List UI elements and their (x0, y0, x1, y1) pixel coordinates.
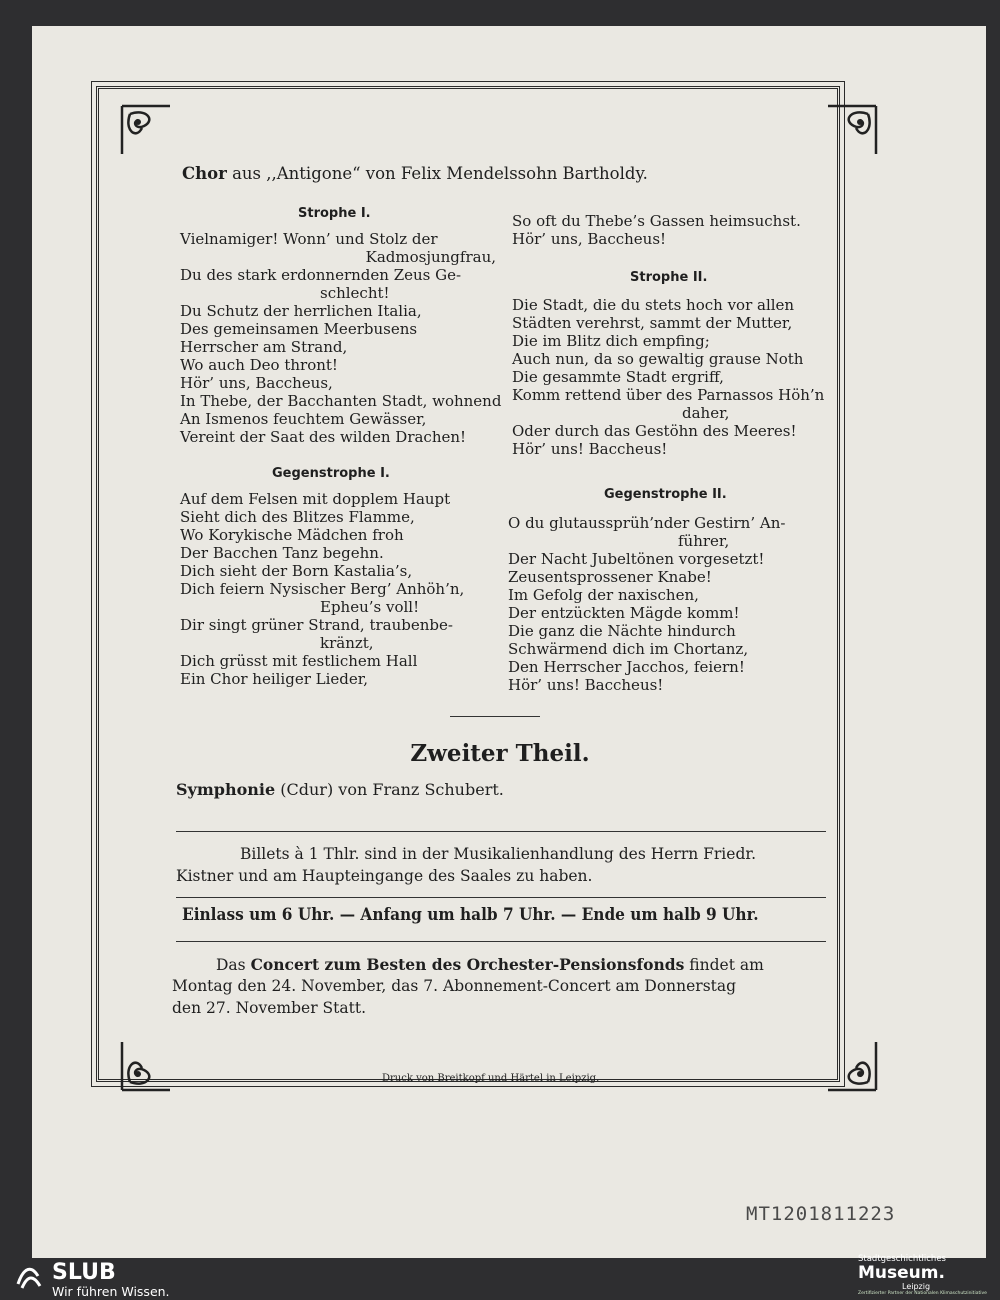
verse-line: Kadmosjungfrau, (365, 248, 496, 266)
title-rest: aus ,,Antigone“ von Felix Mendelssohn Bartholdy. (232, 164, 648, 183)
second-part-heading: Zweiter Theil. (410, 740, 590, 767)
verse-line: daher, (682, 404, 730, 422)
verse-line: Die ganz die Nächte hindurch (508, 622, 736, 640)
tickets-line-2: Kistner und am Haupteingange des Saales zu haben. (176, 867, 593, 885)
strophe2-heading: Strophe II. (630, 270, 708, 285)
times-line: Einlass um 6 Uhr. — Anfang um halb 7 Uhr. — Ende um halb 9 Uhr. (182, 905, 759, 924)
verse-line: Im Gefolg der naxischen, (508, 586, 699, 604)
tickets-line-1: Billets à 1 Thlr. sind in der Musikalienhandlung des Herrn Friedr. (240, 845, 756, 863)
verse-line: kränzt, (320, 634, 374, 652)
divider-rule (176, 897, 826, 898)
announcement-rest: findet am (689, 956, 764, 974)
museum-city: Leipzig (902, 1282, 931, 1291)
announcement-line-3: den 27. November Statt. (172, 999, 367, 1017)
verse-line: Der entzückten Mägde komm! (508, 604, 740, 622)
verse-line: Epheu’s voll! (320, 598, 420, 616)
verse-line: An Ismenos feuchtem Gewässer, (180, 410, 427, 428)
verse-line: Die Stadt, die du stets hoch vor allen (512, 296, 795, 314)
verse-line: Hör’ uns! Baccheus! (512, 440, 668, 458)
verse-line: Dich grüsst mit festlichem Hall (180, 652, 418, 670)
gegenstrophe1-text (180, 490, 496, 688)
verse-line: Sieht dich des Blitzes Flamme, (180, 508, 415, 526)
verse-line: Dich feiern Nysischer Berg’ Anhöh’n, (180, 580, 465, 598)
museum-logo[interactable] (858, 1254, 987, 1296)
gegenstrophe1-heading: Gegenstrophe I. (272, 466, 390, 481)
divider-rule (176, 831, 826, 832)
program-title (182, 164, 648, 183)
verse-line: Städten verehrst, sammt der Mutter, (512, 314, 793, 332)
announcement-line-1 (216, 955, 764, 974)
verse-line: Hör’ uns, Baccheus, (180, 374, 333, 392)
verse-line: Dich sieht der Born Kastalia’s, (180, 562, 413, 580)
strophe2-text (512, 296, 824, 458)
verse-line: Den Herrscher Jacchos, feiern! (508, 658, 745, 676)
archive-signature: MT1201811223 (746, 1203, 896, 1225)
museum-top-text: Stadtgeschichtliches (858, 1254, 946, 1264)
symphony-detail: (Cdur) von Franz Schubert. (280, 780, 504, 799)
slub-name: SLUB (52, 1260, 116, 1285)
museum-note: Zertifizierter Partner der Nationalen Klimaschutzinitiative (858, 1291, 987, 1296)
verse-line: Hör’ uns! Baccheus! (508, 676, 664, 694)
verse-line: Der Bacchen Tanz begehn. (180, 544, 384, 562)
verse-line: Ein Chor heiliger Lieder, (180, 670, 369, 688)
strophe1-heading: Strophe I. (298, 206, 371, 221)
verse-line: schlecht! (320, 284, 390, 302)
verse-line: Wo Korykische Mädchen froh (180, 526, 404, 544)
printer-note: Druck von Breitkopf und Härtel in Leipzig. (382, 1073, 600, 1084)
verse-line: Wo auch Deo thront! (180, 356, 338, 374)
verse-line: führer, (678, 532, 730, 550)
verse-line: Du des stark erdonnernden Zeus Ge- (180, 266, 462, 284)
slub-tagline: Wir führen Wissen. (52, 1284, 170, 1299)
divider-rule (176, 941, 826, 942)
gegenstrophe2-text (508, 514, 824, 694)
verse-line: So oft du Thebe’s Gassen heimsuchst. (512, 212, 801, 230)
verse-line: Zeusentsprossener Knabe! (508, 568, 712, 586)
verse-line: Schwärmend dich im Chortanz, (508, 640, 749, 658)
symphony-line (176, 780, 504, 799)
symphony-label: Symphonie (176, 780, 276, 799)
title-bold: Chor (182, 164, 227, 183)
verse-line: Hör’ uns, Baccheus! (512, 230, 667, 248)
verse-line: Du Schutz der herrlichen Italia, (180, 302, 422, 320)
right-intro-text (512, 212, 824, 248)
verse-line: Auch nun, da so gewaltig grause Noth (512, 350, 804, 368)
slub-logo-icon (14, 1262, 44, 1292)
verse-line: Die im Blitz dich empfing; (512, 332, 710, 350)
verse-line: Der Nacht Jubeltönen vorgesetzt! (508, 550, 765, 568)
strophe1-text (180, 230, 502, 446)
verse-line: O du glutaussprüh’nder Gestirn’ An- (508, 514, 786, 532)
announcement-line-2: Montag den 24. November, das 7. Abonnement-Concert am Donnerstag (172, 977, 737, 995)
verse-line: Vielnamiger! Wonn’ und Stolz der (180, 230, 438, 248)
verse-line: In Thebe, der Bacchanten Stadt, wohnend (180, 392, 502, 410)
verse-line: Die gesammte Stadt ergriff, (512, 368, 724, 386)
verse-line: Dir singt grüner Strand, traubenbe- (180, 616, 453, 634)
verse-line: Des gemeinsamen Meerbusens (180, 320, 418, 338)
verse-line: Oder durch das Gestöhn des Meeres! (512, 422, 797, 440)
section-divider (450, 716, 540, 717)
announcement-prefix: Das (216, 956, 246, 974)
museum-name: Museum. (858, 1263, 945, 1283)
announcement-bold: Concert zum Besten des Orchester-Pensionsfonds (250, 955, 685, 974)
verse-line: Auf dem Felsen mit dopplem Haupt (180, 490, 451, 508)
verse-line: Vereint der Saat des wilden Drachen! (180, 428, 467, 446)
gegenstrophe2-heading: Gegenstrophe II. (604, 487, 727, 502)
verse-line: Herrscher am Strand, (180, 338, 348, 356)
verse-line: Komm rettend über des Parnassos Höh’n (512, 386, 825, 404)
